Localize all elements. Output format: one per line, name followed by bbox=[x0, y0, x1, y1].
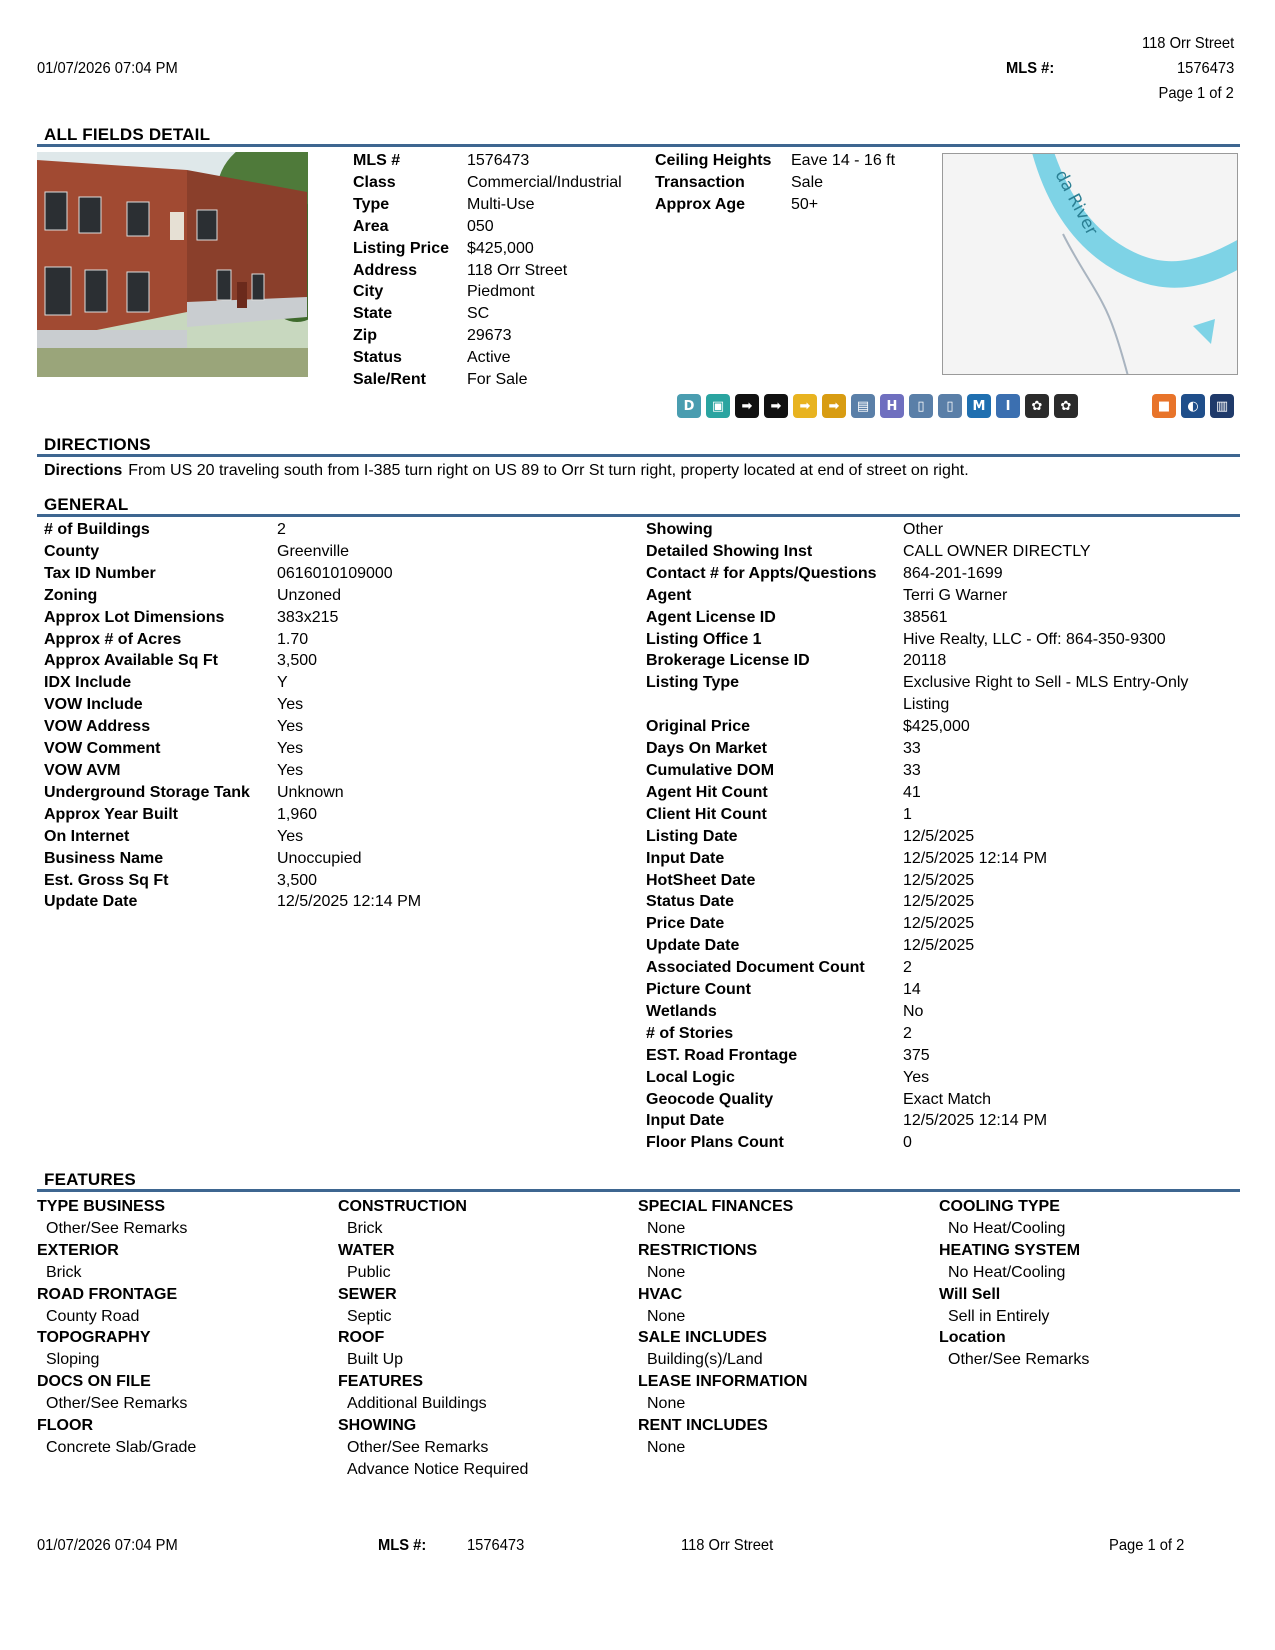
general-field-row bbox=[646, 1067, 1188, 1089]
general-field-row bbox=[646, 672, 1188, 694]
all-fields-rule bbox=[37, 144, 1240, 147]
field-value: $425,000 bbox=[467, 239, 534, 257]
property-photo[interactable] bbox=[37, 152, 308, 377]
feature-value: Public bbox=[347, 1263, 391, 1281]
feature-value: Brick bbox=[347, 1219, 383, 1237]
general-field-row bbox=[44, 716, 421, 738]
general-field-value: Y bbox=[277, 674, 288, 692]
general-field-row bbox=[44, 519, 421, 541]
general-field-label: EST. Road Frontage bbox=[646, 1046, 798, 1064]
general-field-row bbox=[646, 585, 1188, 607]
general-field-row bbox=[44, 826, 421, 848]
field-label: MLS # bbox=[353, 152, 401, 169]
field-value: Sale bbox=[791, 173, 824, 191]
general-field-row bbox=[646, 1045, 1188, 1067]
field-label: City bbox=[353, 283, 384, 301]
feature-value: Brick bbox=[46, 1263, 82, 1281]
general-field-row bbox=[646, 563, 1188, 585]
general-field-label: Update Date bbox=[44, 893, 138, 911]
field-label: Approx Age bbox=[655, 195, 746, 213]
general-field-value: Terri G Warner bbox=[903, 586, 1008, 604]
directions-line bbox=[44, 462, 969, 480]
feature-value: None bbox=[647, 1438, 686, 1456]
general-field-row bbox=[646, 913, 1188, 935]
general-field-value: 33 bbox=[903, 761, 921, 779]
general-field-value: 12/5/2025 bbox=[903, 893, 975, 911]
general-field-value: CALL OWNER DIRECTLY bbox=[903, 542, 1091, 560]
arrow-right-black-icon[interactable]: ➡ bbox=[735, 394, 759, 418]
compass-icon[interactable]: ◐ bbox=[1181, 394, 1205, 418]
header-page-number bbox=[1152, 85, 1234, 103]
general-field-row bbox=[646, 782, 1188, 804]
general-field-row bbox=[646, 979, 1188, 1001]
field-label: Transaction bbox=[655, 173, 745, 191]
general-field-row bbox=[646, 804, 1188, 826]
feature-heading: FLOOR bbox=[37, 1417, 93, 1435]
general-right-column bbox=[646, 519, 1188, 1154]
general-field-row bbox=[44, 694, 421, 716]
all-fields-col2 bbox=[655, 150, 895, 216]
general-field-label: VOW AVM bbox=[44, 761, 121, 779]
general-field-label: Input Date bbox=[646, 849, 725, 867]
general-field-label: Business Name bbox=[44, 849, 164, 867]
general-field-label-blank bbox=[646, 694, 903, 716]
general-field-value: Greenville bbox=[277, 542, 350, 560]
feature-heading: ROOF bbox=[338, 1329, 385, 1347]
general-field-row bbox=[646, 541, 1188, 563]
field-row bbox=[655, 150, 895, 172]
field-value: 050 bbox=[467, 217, 494, 235]
field-row bbox=[353, 260, 622, 282]
field-value: 1576473 bbox=[467, 152, 530, 169]
field-value: Active bbox=[467, 349, 511, 367]
general-field-row bbox=[44, 870, 421, 892]
footer-page-number: Page 1 of 2 bbox=[1109, 1537, 1185, 1554]
general-field-label: Agent bbox=[646, 586, 692, 604]
general-field-row bbox=[44, 848, 421, 870]
features-title: FEATURES bbox=[44, 1170, 136, 1189]
feature-value: Other/See Remarks bbox=[347, 1438, 489, 1456]
general-field-row bbox=[646, 935, 1188, 957]
features-rule bbox=[37, 1189, 1240, 1192]
general-field-label: Listing Office 1 bbox=[646, 630, 762, 648]
general-field-row bbox=[44, 891, 421, 913]
general-field-label: Original Price bbox=[646, 718, 751, 736]
general-field-label: Listing Date bbox=[646, 827, 738, 845]
features-column-4 bbox=[939, 1196, 1089, 1371]
arrow-right-gold-icon[interactable]: ➡ bbox=[793, 394, 817, 418]
feature-heading: SALE INCLUDES bbox=[638, 1329, 767, 1347]
feature-value: None bbox=[647, 1395, 686, 1413]
general-field-label: Contact # for Appts/Questions bbox=[646, 564, 877, 582]
general-field-row bbox=[646, 650, 1188, 672]
feature-heading: LEASE INFORMATION bbox=[638, 1373, 808, 1391]
general-field-label: VOW Address bbox=[44, 718, 151, 736]
general-field-label: On Internet bbox=[44, 827, 130, 845]
general-field-label: HotSheet Date bbox=[646, 871, 756, 889]
field-value: 118 Orr Street bbox=[467, 261, 568, 279]
general-field-label: Listing Type bbox=[646, 674, 740, 692]
general-field-value: 12/5/2025 bbox=[903, 937, 975, 955]
general-field-label: Geocode Quality bbox=[646, 1090, 774, 1108]
general-field-value: 1,960 bbox=[277, 805, 318, 823]
field-label: Sale/Rent bbox=[353, 371, 426, 389]
field-label: State bbox=[353, 305, 393, 323]
document-copy-icon[interactable]: ▯ bbox=[938, 394, 962, 418]
field-row bbox=[353, 150, 622, 172]
field-row bbox=[353, 369, 622, 391]
feature-value: County Road bbox=[46, 1307, 140, 1325]
general-left-column bbox=[44, 519, 421, 913]
feature-value: No Heat/Cooling bbox=[948, 1219, 1066, 1237]
general-field-value: 12/5/2025 bbox=[903, 871, 975, 889]
feature-heading: RESTRICTIONS bbox=[638, 1241, 758, 1259]
general-field-value: 2 bbox=[903, 1024, 912, 1042]
general-field-row bbox=[646, 826, 1188, 848]
arrow-right-outline-icon[interactable]: ➡ bbox=[764, 394, 788, 418]
general-field-row bbox=[646, 607, 1188, 629]
general-field-value: Yes bbox=[277, 696, 304, 714]
all-fields-title: ALL FIELDS DETAIL bbox=[44, 125, 211, 144]
general-field-value: No bbox=[903, 1002, 924, 1020]
field-value: Piedmont bbox=[467, 283, 535, 301]
lock-icon[interactable]: ■ bbox=[1152, 394, 1176, 418]
general-field-row bbox=[646, 1023, 1188, 1045]
features-column-2 bbox=[338, 1196, 528, 1481]
general-field-label: IDX Include bbox=[44, 674, 132, 692]
features-column-3 bbox=[638, 1196, 807, 1459]
general-field-value: 375 bbox=[903, 1046, 930, 1064]
directions-rule bbox=[37, 454, 1240, 457]
m-icon[interactable]: M bbox=[967, 394, 991, 418]
field-row bbox=[655, 172, 895, 194]
footer-timestamp: 01/07/2026 07:04 PM bbox=[37, 1537, 178, 1554]
general-field-value: Hive Realty, LLC - Off: 864-350-9300 bbox=[903, 630, 1166, 648]
feature-heading: HEATING SYSTEM bbox=[939, 1241, 1081, 1259]
general-field-value: 14 bbox=[903, 981, 921, 999]
general-field-label: Detailed Showing Inst bbox=[646, 542, 813, 560]
general-field-value: Yes bbox=[277, 761, 304, 779]
general-field-row bbox=[646, 848, 1188, 870]
printer-icon[interactable]: ▤ bbox=[851, 394, 875, 418]
general-field-row bbox=[646, 891, 1188, 913]
general-field-row bbox=[44, 760, 421, 782]
general-field-label: Tax ID Number bbox=[44, 564, 156, 582]
field-label: Type bbox=[353, 195, 390, 213]
map-image bbox=[943, 154, 1238, 375]
field-row bbox=[353, 303, 622, 325]
globe-icon[interactable]: ✿ bbox=[1025, 394, 1049, 418]
general-field-label: Wetlands bbox=[646, 1002, 717, 1020]
general-field-row bbox=[44, 563, 421, 585]
field-label: Zip bbox=[353, 327, 377, 345]
footer-mls-number: 1576473 bbox=[467, 1537, 525, 1554]
feature-value: No Heat/Cooling bbox=[948, 1263, 1066, 1281]
general-field-label: Zoning bbox=[44, 586, 98, 604]
feature-value: Concrete Slab/Grade bbox=[46, 1438, 197, 1456]
general-field-row bbox=[44, 672, 421, 694]
feature-heading: Will Sell bbox=[939, 1285, 1001, 1303]
feature-heading: SHOWING bbox=[338, 1417, 417, 1435]
general-field-label: Local Logic bbox=[646, 1068, 735, 1086]
general-field-value: Yes bbox=[277, 740, 304, 758]
feature-value: Other/See Remarks bbox=[46, 1395, 188, 1413]
general-field-row bbox=[44, 782, 421, 804]
arrow-right-gold-dark-icon[interactable]: ➡ bbox=[822, 394, 846, 418]
field-value: For Sale bbox=[467, 371, 528, 389]
i-icon[interactable]: I bbox=[996, 394, 1020, 418]
field-value: 29673 bbox=[467, 327, 512, 345]
general-field-label: VOW Comment bbox=[44, 740, 161, 758]
general-field-value: 2 bbox=[903, 959, 912, 977]
general-field-label: Cumulative DOM bbox=[646, 761, 775, 779]
field-row bbox=[353, 216, 622, 238]
feature-heading: CONSTRUCTION bbox=[338, 1198, 467, 1215]
general-field-row bbox=[44, 650, 421, 672]
general-field-value: 38561 bbox=[903, 608, 948, 626]
feature-heading: TYPE BUSINESS bbox=[37, 1198, 166, 1215]
listing-tools-toolbar bbox=[677, 394, 1078, 418]
general-field-row bbox=[646, 1089, 1188, 1111]
header-mls-number-text: 1576473 bbox=[1176, 60, 1234, 77]
feature-heading: COOLING TYPE bbox=[939, 1198, 1060, 1215]
general-field-row bbox=[646, 760, 1188, 782]
general-field-value: Unoccupied bbox=[277, 849, 362, 867]
general-field-row bbox=[44, 738, 421, 760]
general-field-value: 3,500 bbox=[277, 871, 318, 889]
field-row bbox=[353, 238, 622, 260]
header-address bbox=[1134, 35, 1234, 53]
general-field-value: Unknown bbox=[277, 783, 344, 801]
document-icon[interactable]: ▯ bbox=[909, 394, 933, 418]
general-field-value: 383x215 bbox=[277, 608, 339, 626]
general-field-label: Agent License ID bbox=[646, 608, 776, 626]
general-field-label: Price Date bbox=[646, 915, 725, 933]
field-row bbox=[655, 194, 895, 216]
general-field-value: 864-201-1699 bbox=[903, 564, 1003, 582]
general-field-value: 12/5/2025 12:14 PM bbox=[903, 1112, 1048, 1130]
general-field-label: Approx Lot Dimensions bbox=[44, 608, 225, 626]
directions-text: From US 20 traveling south from I-385 turn right on US 89 to Orr St turn right, property located at end of street on right. bbox=[128, 462, 969, 479]
general-field-value: Yes bbox=[277, 827, 304, 845]
globe-alt-icon[interactable]: ✿ bbox=[1054, 394, 1078, 418]
general-field-value: 0616010109000 bbox=[277, 564, 393, 582]
general-field-label: Client Hit Count bbox=[646, 805, 767, 823]
general-field-label: Brokerage License ID bbox=[646, 652, 810, 670]
feature-heading: SEWER bbox=[338, 1285, 397, 1303]
feature-value: Advance Notice Required bbox=[347, 1460, 529, 1478]
feature-value: Septic bbox=[347, 1307, 392, 1325]
field-label: Address bbox=[353, 261, 418, 279]
general-field-value: Yes bbox=[903, 1068, 930, 1086]
general-field-value: 41 bbox=[903, 783, 921, 801]
field-label: Ceiling Heights bbox=[655, 152, 772, 169]
d-icon[interactable]: D bbox=[677, 394, 701, 418]
feature-heading: WATER bbox=[338, 1241, 395, 1259]
general-field-label: Approx Year Built bbox=[44, 805, 178, 823]
general-rule bbox=[37, 514, 1240, 517]
field-row bbox=[353, 347, 622, 369]
feature-value: None bbox=[647, 1219, 686, 1237]
general-field-row bbox=[646, 1132, 1188, 1154]
feature-heading: RENT INCLUDES bbox=[638, 1417, 768, 1435]
general-field-value: Exact Match bbox=[903, 1090, 992, 1108]
general-field-label: # of Stories bbox=[646, 1024, 734, 1042]
general-field-value: 12/5/2025 12:14 PM bbox=[903, 849, 1048, 867]
header-mls-number bbox=[1172, 60, 1234, 78]
general-field-label: Picture Count bbox=[646, 981, 751, 999]
features-column-1 bbox=[37, 1196, 196, 1459]
footer-address: 118 Orr Street bbox=[681, 1537, 774, 1554]
general-field-label: Underground Storage Tank bbox=[44, 783, 250, 801]
feature-heading: DOCS ON FILE bbox=[37, 1373, 151, 1391]
field-value: SC bbox=[467, 305, 490, 323]
header-mls-label: MLS #: bbox=[1006, 60, 1055, 77]
general-title: GENERAL bbox=[44, 495, 129, 514]
all-fields-col1 bbox=[353, 150, 622, 391]
listing-extra-toolbar bbox=[1152, 394, 1234, 418]
general-field-label: Agent Hit Count bbox=[646, 783, 768, 801]
general-field-value-continued: Listing bbox=[903, 696, 950, 714]
general-field-label: VOW Include bbox=[44, 696, 143, 714]
general-field-label: Days On Market bbox=[646, 740, 767, 758]
building-photo-image bbox=[37, 152, 308, 377]
general-field-row bbox=[44, 804, 421, 826]
general-field-row bbox=[646, 519, 1188, 541]
feature-heading: Location bbox=[939, 1329, 1006, 1347]
general-field-label: Status Date bbox=[646, 893, 735, 911]
directions-title: DIRECTIONS bbox=[44, 435, 151, 454]
general-field-row bbox=[646, 738, 1188, 760]
field-row bbox=[353, 281, 622, 303]
footer-mls-label: MLS #: bbox=[378, 1537, 427, 1554]
field-label: Status bbox=[353, 349, 402, 367]
directions-label: Directions bbox=[44, 462, 123, 479]
feature-value: Building(s)/Land bbox=[647, 1351, 763, 1369]
general-field-label: # of Buildings bbox=[44, 521, 150, 538]
general-field-value: 2 bbox=[277, 521, 286, 538]
map-river-label: da River bbox=[1050, 166, 1102, 239]
general-field-label: Est. Gross Sq Ft bbox=[44, 871, 169, 889]
feature-heading: EXTERIOR bbox=[37, 1241, 119, 1259]
feature-heading: TOPOGRAPHY bbox=[37, 1329, 151, 1347]
field-row bbox=[353, 325, 622, 347]
general-field-row bbox=[646, 870, 1188, 892]
feature-value: Built Up bbox=[347, 1351, 404, 1369]
general-field-value: 12/5/2025 bbox=[903, 827, 975, 845]
general-field-row bbox=[646, 629, 1188, 651]
general-field-value: 12/5/2025 12:14 PM bbox=[277, 893, 422, 911]
general-field-label: Floor Plans Count bbox=[646, 1134, 784, 1152]
feature-heading: ROAD FRONTAGE bbox=[37, 1285, 178, 1303]
general-field-label: Input Date bbox=[646, 1112, 725, 1130]
h-icon[interactable]: H bbox=[880, 394, 904, 418]
field-value: 50+ bbox=[791, 195, 819, 213]
general-field-value: 1 bbox=[903, 805, 912, 823]
general-field-label: Showing bbox=[646, 521, 713, 538]
general-field-row bbox=[44, 607, 421, 629]
general-field-value: Unzoned bbox=[277, 586, 342, 604]
general-field-label: Approx Available Sq Ft bbox=[44, 652, 218, 670]
general-field-row bbox=[44, 541, 421, 563]
feature-value: Sloping bbox=[46, 1351, 100, 1369]
location-map[interactable] bbox=[942, 153, 1238, 375]
header-timestamp: 01/07/2026 07:04 PM bbox=[37, 60, 178, 77]
general-field-row bbox=[44, 629, 421, 651]
feature-value: Sell in Entirely bbox=[948, 1307, 1050, 1325]
feature-heading: HVAC bbox=[638, 1285, 683, 1303]
field-row bbox=[353, 194, 622, 216]
feature-value: Other/See Remarks bbox=[46, 1219, 188, 1237]
general-field-row bbox=[646, 716, 1188, 738]
field-value: Eave 14 - 16 ft bbox=[791, 152, 896, 169]
general-field-value: 12/5/2025 bbox=[903, 915, 975, 933]
field-row bbox=[353, 172, 622, 194]
general-field-row bbox=[646, 957, 1188, 979]
feature-value: None bbox=[647, 1307, 686, 1325]
feature-value: Other/See Remarks bbox=[948, 1351, 1090, 1369]
feature-value: None bbox=[647, 1263, 686, 1281]
header-address-text: 118 Orr Street bbox=[1141, 35, 1234, 52]
general-field-value: 3,500 bbox=[277, 652, 318, 670]
feature-heading: SPECIAL FINANCES bbox=[638, 1198, 794, 1215]
general-field-label: Associated Document Count bbox=[646, 959, 865, 977]
general-field-value: Exclusive Right to Sell - MLS Entry-Only bbox=[903, 674, 1189, 692]
general-field-value: 0 bbox=[903, 1134, 912, 1152]
general-field-row bbox=[646, 1001, 1188, 1023]
general-field-label: County bbox=[44, 542, 100, 560]
general-field-label: Update Date bbox=[646, 937, 740, 955]
folder-icon[interactable]: ▣ bbox=[706, 394, 730, 418]
general-field-row-continuation bbox=[646, 694, 1188, 716]
field-label: Class bbox=[353, 173, 396, 191]
bar-chart-icon[interactable]: ▥ bbox=[1210, 394, 1234, 418]
header-page-text: Page 1 of 2 bbox=[1158, 85, 1234, 102]
general-field-value: 20118 bbox=[903, 652, 947, 670]
general-field-row bbox=[44, 585, 421, 607]
general-field-value: $425,000 bbox=[903, 718, 970, 736]
general-field-value: Yes bbox=[277, 718, 304, 736]
field-value: Commercial/Industrial bbox=[467, 173, 622, 191]
general-field-value: 33 bbox=[903, 740, 921, 758]
feature-heading: FEATURES bbox=[338, 1373, 424, 1391]
field-label: Area bbox=[353, 217, 389, 235]
field-label: Listing Price bbox=[353, 239, 450, 257]
general-field-value: 1.70 bbox=[277, 630, 309, 648]
general-field-label: Approx # of Acres bbox=[44, 630, 182, 648]
general-field-value: Other bbox=[903, 521, 944, 538]
general-field-row bbox=[646, 1110, 1188, 1132]
feature-value: Additional Buildings bbox=[347, 1395, 487, 1413]
field-value: Multi-Use bbox=[467, 195, 535, 213]
